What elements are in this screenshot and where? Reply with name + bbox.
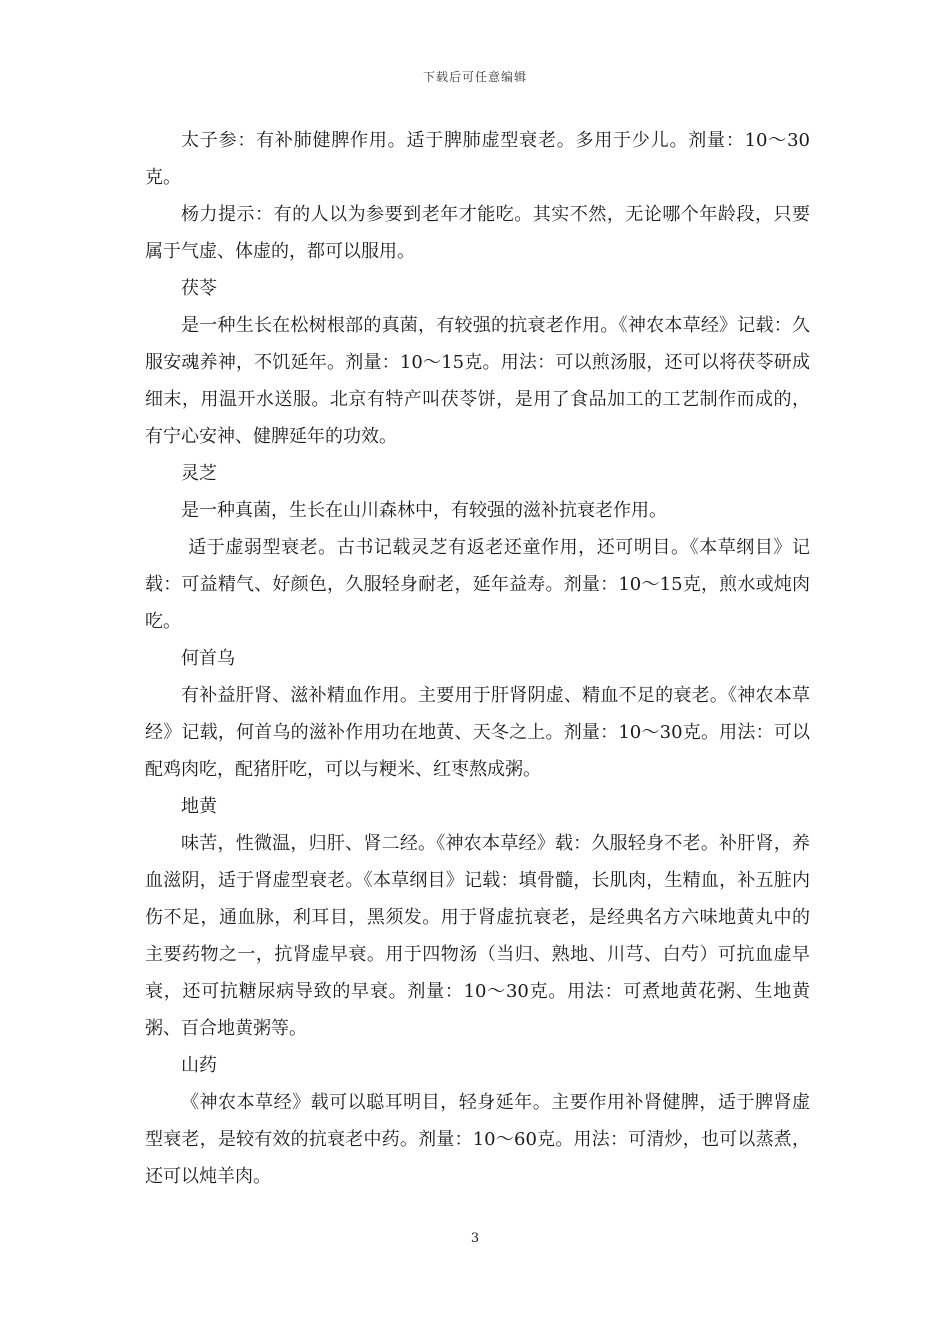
paragraph-yangli-tip: 杨力提示：有的人以为参要到老年才能吃。其实不然，无论哪个年龄段，只要属于气虚、体虚的，都可以服用。 [145, 204, 810, 262]
heading-shanyao: 山药 [181, 1055, 217, 1076]
paragraph-taizishen: 太子参：有补肺健脾作用。适于脾肺虚型衰老。多用于少儿。剂量：10～30克。 [145, 130, 810, 188]
paragraph-shanyao: 《神农本草经》载可以聪耳明目，轻身延年。主要作用补肾健脾，适于脾肾虚型衰老，是较有效的抗衰老中药。剂量：10～60克。用法：可清炒，也可以蒸煮，还可以炖羊肉。 [145, 1092, 810, 1187]
paragraph-lingzhi-1: 是一种真菌，生长在山川森林中，有较强的滋补抗衰老作用。 [181, 500, 667, 521]
paragraph-dihuang: 味苦，性微温，归肝、肾二经。《神农本草经》载：久服轻身不老。补肝肾，养血滋阴，适于肾虚型衰老。《本草纲目》记载：填骨髓，长肌肉，生精血，补五脏内伤不足，通血脉，利耳目，黑须发。用于肾虚抗衰老，是经典名方六味地黄丸中的主要药物之一，抗肾虚早衰。用于四物汤（当归、熟地、川芎、白芍）可抗血虚早衰，还可抗糖尿病导致的早衰。剂量：10～30克。用法：可煮地黄花粥、生地黄粥、百合地黄粥等。 [145, 833, 810, 1039]
paragraph-heshouwu: 有补益肝肾、滋补精血作用。主要用于肝肾阴虚、精血不足的衰老。《神农本草经》记载，何首乌的滋补作用功在地黄、天冬之上。剂量：10～30克。用法：可以配鸡肉吃，配猪肝吃，可以与粳米、红枣熬成粥。 [145, 685, 810, 780]
heading-dihuang: 地黄 [181, 796, 217, 817]
heading-lingzhi: 灵芝 [181, 463, 217, 484]
paragraph-fuling: 是一种生长在松树根部的真菌，有较强的抗衰老作用。《神农本草经》记载：久服安魂养神，不饥延年。剂量：10～15克。用法：可以煎汤服，还可以将茯苓研成细末，用温开水送服。北京有特产叫茯苓饼，是用了食品加工的工艺制作而成的，有宁心安神、健脾延年的功效。 [145, 315, 810, 447]
paragraph-lingzhi-2: 适于虚弱型衰老。古书记载灵芝有返老还童作用，还可明目。《本草纲目》记载：可益精气、好颜色，久服轻身耐老，延年益寿。剂量：10～15克，煎水或炖肉吃。 [145, 537, 810, 632]
page-header: 下载后可任意编辑 [422, 70, 527, 84]
document-body [145, 122, 810, 1195]
heading-heshouwu: 何首乌 [181, 648, 235, 669]
page-number: 3 [470, 1231, 480, 1246]
heading-fuling: 茯苓 [181, 278, 217, 299]
